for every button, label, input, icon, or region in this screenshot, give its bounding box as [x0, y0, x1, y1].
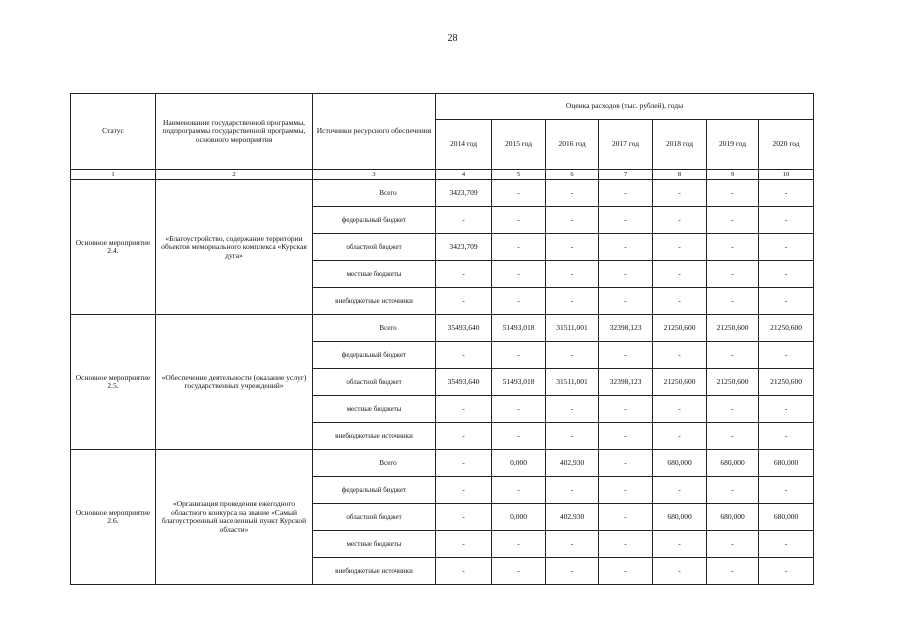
value-cell: -	[599, 180, 653, 207]
source-cell: областной бюджет	[313, 504, 436, 531]
value-cell: 35493,640	[436, 315, 492, 342]
value-cell: 35493,640	[436, 369, 492, 396]
value-cell: -	[707, 396, 759, 423]
activity-name-cell: «Организация проведения ежегодного областного конкурса на звание «Самый благоустроенный населенный пункт Курской области»	[156, 450, 313, 585]
value-cell: -	[546, 396, 599, 423]
value-cell: -	[436, 558, 492, 585]
source-cell: Всего	[313, 315, 436, 342]
value-cell: -	[759, 207, 814, 234]
value-cell: -	[653, 261, 707, 288]
value-cell: -	[546, 234, 599, 261]
value-cell: 680,000	[653, 450, 707, 477]
value-cell: -	[546, 342, 599, 369]
value-cell: -	[707, 423, 759, 450]
header-year: 2018 год	[653, 120, 707, 170]
value-cell: -	[707, 234, 759, 261]
source-cell: областной бюджет	[313, 369, 436, 396]
value-cell: -	[759, 477, 814, 504]
value-cell: -	[707, 207, 759, 234]
value-cell: -	[436, 477, 492, 504]
status-cell: Основное мероприятие 2.6.	[71, 450, 156, 585]
value-cell: -	[759, 180, 814, 207]
value-cell: -	[653, 180, 707, 207]
value-cell: 680,000	[759, 504, 814, 531]
source-cell: местные бюджеты	[313, 261, 436, 288]
header-year: 2020 год	[759, 120, 814, 170]
value-cell: -	[599, 288, 653, 315]
budget-table	[70, 93, 814, 585]
value-cell: -	[546, 423, 599, 450]
value-cell: 680,000	[707, 450, 759, 477]
header-year: 2015 год	[492, 120, 546, 170]
value-cell: -	[599, 342, 653, 369]
value-cell: -	[653, 477, 707, 504]
value-cell: -	[436, 450, 492, 477]
value-cell: -	[546, 477, 599, 504]
value-cell: -	[599, 234, 653, 261]
column-number: 7	[599, 170, 653, 180]
source-cell: Всего	[313, 180, 436, 207]
header-year: 2014 год	[436, 120, 492, 170]
status-cell: Основное мероприятие 2.4.	[71, 180, 156, 315]
column-number: 9	[707, 170, 759, 180]
activity-name-cell: «Благоустройство, содержание территории объектов мемориального комплекса «Курская дуга»	[156, 180, 313, 315]
value-cell: -	[759, 531, 814, 558]
header-year: 2017 год	[599, 120, 653, 170]
value-cell: -	[599, 261, 653, 288]
value-cell: -	[653, 531, 707, 558]
column-number: 6	[546, 170, 599, 180]
value-cell: -	[599, 504, 653, 531]
value-cell: -	[492, 234, 546, 261]
table-row	[71, 450, 814, 477]
value-cell: 680,000	[707, 504, 759, 531]
value-cell: -	[759, 558, 814, 585]
value-cell: -	[759, 423, 814, 450]
value-cell: 21250,600	[653, 315, 707, 342]
value-cell: -	[546, 558, 599, 585]
source-cell: внебюджетные источники	[313, 288, 436, 315]
value-cell: -	[492, 261, 546, 288]
value-cell: -	[546, 180, 599, 207]
value-cell: -	[707, 288, 759, 315]
status-cell: Основное мероприятие 2.5.	[71, 315, 156, 450]
source-cell: федеральный бюджет	[313, 342, 436, 369]
value-cell: -	[599, 207, 653, 234]
column-number: 8	[653, 170, 707, 180]
page-number: 28	[447, 33, 458, 44]
value-cell: -	[436, 288, 492, 315]
value-cell: -	[653, 396, 707, 423]
value-cell: -	[546, 207, 599, 234]
value-cell: -	[707, 342, 759, 369]
value-cell: -	[759, 261, 814, 288]
value-cell: -	[707, 180, 759, 207]
table-row	[71, 180, 814, 207]
value-cell: -	[707, 261, 759, 288]
header-year: 2016 год	[546, 120, 599, 170]
value-cell: 402,930	[546, 504, 599, 531]
source-cell: местные бюджеты	[313, 531, 436, 558]
value-cell: 680,000	[653, 504, 707, 531]
value-cell: -	[492, 207, 546, 234]
value-cell: -	[436, 207, 492, 234]
value-cell: -	[492, 558, 546, 585]
value-cell: -	[546, 288, 599, 315]
value-cell: -	[599, 450, 653, 477]
header-status: Статус	[71, 94, 156, 170]
value-cell: -	[759, 396, 814, 423]
value-cell: -	[653, 288, 707, 315]
value-cell: -	[653, 342, 707, 369]
source-cell: местные бюджеты	[313, 396, 436, 423]
value-cell: 51493,018	[492, 369, 546, 396]
value-cell: -	[436, 396, 492, 423]
value-cell: 21250,600	[707, 369, 759, 396]
value-cell: -	[599, 396, 653, 423]
value-cell: -	[599, 558, 653, 585]
value-cell: 0,000	[492, 450, 546, 477]
column-number: 1	[71, 170, 156, 180]
value-cell: 21250,600	[759, 369, 814, 396]
column-number: 3	[313, 170, 436, 180]
value-cell: -	[707, 477, 759, 504]
value-cell: 3423,709	[436, 180, 492, 207]
source-cell: федеральный бюджет	[313, 477, 436, 504]
column-number: 10	[759, 170, 814, 180]
column-number: 4	[436, 170, 492, 180]
source-cell: областной бюджет	[313, 234, 436, 261]
source-cell: Всего	[313, 450, 436, 477]
value-cell: -	[707, 531, 759, 558]
value-cell: -	[436, 531, 492, 558]
value-cell: -	[436, 423, 492, 450]
value-cell: -	[436, 342, 492, 369]
header-sources: Источники ресурсного обеспечения	[313, 94, 436, 170]
value-cell: -	[653, 234, 707, 261]
value-cell: 51493,018	[492, 315, 546, 342]
header-estimate: Оценка расходов (тыс. рублей), годы	[436, 94, 814, 120]
value-cell: -	[492, 531, 546, 558]
value-cell: -	[759, 288, 814, 315]
value-cell: -	[436, 504, 492, 531]
source-cell: внебюджетные источники	[313, 558, 436, 585]
value-cell: 31511,001	[546, 369, 599, 396]
value-cell: 32398,123	[599, 315, 653, 342]
value-cell: 32398,123	[599, 369, 653, 396]
value-cell: -	[492, 423, 546, 450]
source-cell: внебюджетные источники	[313, 423, 436, 450]
header-name: Наименование государственной программы, подпрограммы государственной программы, основного мероприятия	[156, 94, 313, 170]
value-cell: -	[436, 261, 492, 288]
value-cell: 21250,600	[707, 315, 759, 342]
value-cell: -	[759, 342, 814, 369]
value-cell: 402,930	[546, 450, 599, 477]
value-cell: -	[492, 477, 546, 504]
value-cell: 3423,709	[436, 234, 492, 261]
value-cell: -	[492, 342, 546, 369]
value-cell: -	[492, 396, 546, 423]
value-cell: -	[759, 234, 814, 261]
value-cell: -	[492, 288, 546, 315]
value-cell: -	[546, 531, 599, 558]
value-cell: -	[492, 180, 546, 207]
value-cell: 21250,600	[653, 369, 707, 396]
activity-name-cell: «Обеспечение деятельности (оказание услуг) государственных учреждений»	[156, 315, 313, 450]
table-row	[71, 315, 814, 342]
value-cell: -	[546, 261, 599, 288]
value-cell: 31511,001	[546, 315, 599, 342]
value-cell: -	[653, 558, 707, 585]
header-year: 2019 год	[707, 120, 759, 170]
value-cell: -	[653, 207, 707, 234]
value-cell: -	[599, 477, 653, 504]
value-cell: -	[707, 558, 759, 585]
column-number: 2	[156, 170, 313, 180]
value-cell: 680,000	[759, 450, 814, 477]
source-cell: федеральный бюджет	[313, 207, 436, 234]
value-cell: 0,000	[492, 504, 546, 531]
value-cell: -	[599, 423, 653, 450]
value-cell: 21250,600	[759, 315, 814, 342]
column-number: 5	[492, 170, 546, 180]
value-cell: -	[599, 531, 653, 558]
value-cell: -	[653, 423, 707, 450]
